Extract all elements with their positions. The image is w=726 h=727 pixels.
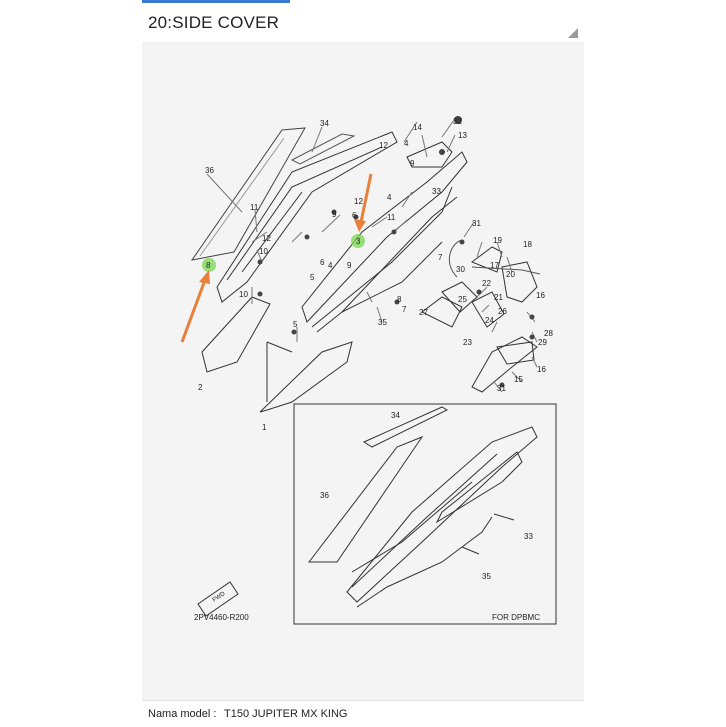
callout-21: 21 <box>494 293 503 302</box>
inset-callout-33: 33 <box>524 532 533 541</box>
inset-callout-34: 34 <box>391 411 400 420</box>
callout-5b: 5 <box>293 320 298 329</box>
inset-label: FOR DPBMC <box>492 613 540 622</box>
callout-12: 12 <box>379 141 388 150</box>
callout-28: 28 <box>544 329 553 338</box>
callout-7: 7 <box>438 253 443 262</box>
header-bar <box>142 0 584 43</box>
callout-20: 20 <box>506 270 515 279</box>
active-tab-indicator <box>142 0 290 3</box>
app-frame <box>142 0 584 726</box>
page-title: 20:SIDE COVER <box>148 13 280 32</box>
callout-27: 27 <box>419 308 428 317</box>
callout-15: 15 <box>514 375 523 384</box>
callout-35: 35 <box>378 318 387 327</box>
svg-text:FWD: FWD <box>211 591 227 604</box>
callout-10: 10 <box>259 247 268 256</box>
diagram-code: 2PV4460-R200 <box>194 613 249 622</box>
callout-26: 26 <box>498 307 507 316</box>
callout-29: 29 <box>538 338 547 347</box>
parts-diagram <box>142 42 584 700</box>
callout-32: 32 <box>453 117 462 126</box>
callout-18: 18 <box>523 240 532 249</box>
callout-16: 16 <box>536 291 545 300</box>
callout-31b: 31 <box>497 384 506 393</box>
exploded-view-svg <box>142 42 584 700</box>
callout-5: 5 <box>310 273 315 282</box>
callout-4b: 4 <box>387 193 392 202</box>
callout-4: 4 <box>404 139 409 148</box>
model-value: T150 JUPITER MX KING <box>224 708 348 720</box>
callout-14: 14 <box>413 123 422 132</box>
callout-4c: 4 <box>328 261 333 270</box>
callout-25: 25 <box>458 295 467 304</box>
callout-33: 33 <box>432 187 441 196</box>
callout-36: 36 <box>205 166 214 175</box>
callout-8: 8 <box>206 261 211 270</box>
callout-31: 31 <box>472 219 481 228</box>
callout-17: 17 <box>490 261 499 270</box>
callout-16b: 16 <box>537 365 546 374</box>
callout-9c: 9 <box>347 261 352 270</box>
callout-34: 34 <box>320 119 329 128</box>
callout-11: 11 <box>387 213 396 222</box>
callout-11b: 11 <box>250 203 259 212</box>
callout-12c: 12 <box>262 234 271 243</box>
model-label: Nama model : <box>148 708 217 720</box>
callout-30: 30 <box>456 265 465 274</box>
expand-corner-icon[interactable] <box>568 28 578 38</box>
callout-7b: 7 <box>402 305 407 314</box>
callout-6: 6 <box>352 211 357 220</box>
callout-8b: 8 <box>397 295 402 304</box>
inset-callout-36: 36 <box>320 491 329 500</box>
callout-9b: 9 <box>332 210 337 219</box>
callout-9: 9 <box>410 159 415 168</box>
footer-bar <box>142 700 584 727</box>
callout-22: 22 <box>482 279 491 288</box>
callout-23: 23 <box>463 338 472 347</box>
callout-6b: 6 <box>320 258 325 267</box>
callout-12b: 12 <box>354 197 363 206</box>
callout-3: 3 <box>356 237 361 246</box>
callout-24: 24 <box>485 316 494 325</box>
callout-19: 19 <box>493 236 502 245</box>
callout-2: 2 <box>198 383 203 392</box>
callout-1: 1 <box>262 423 267 432</box>
inset-callout-35: 35 <box>482 572 491 581</box>
callout-13: 13 <box>458 131 467 140</box>
callout-10b: 10 <box>239 290 248 299</box>
